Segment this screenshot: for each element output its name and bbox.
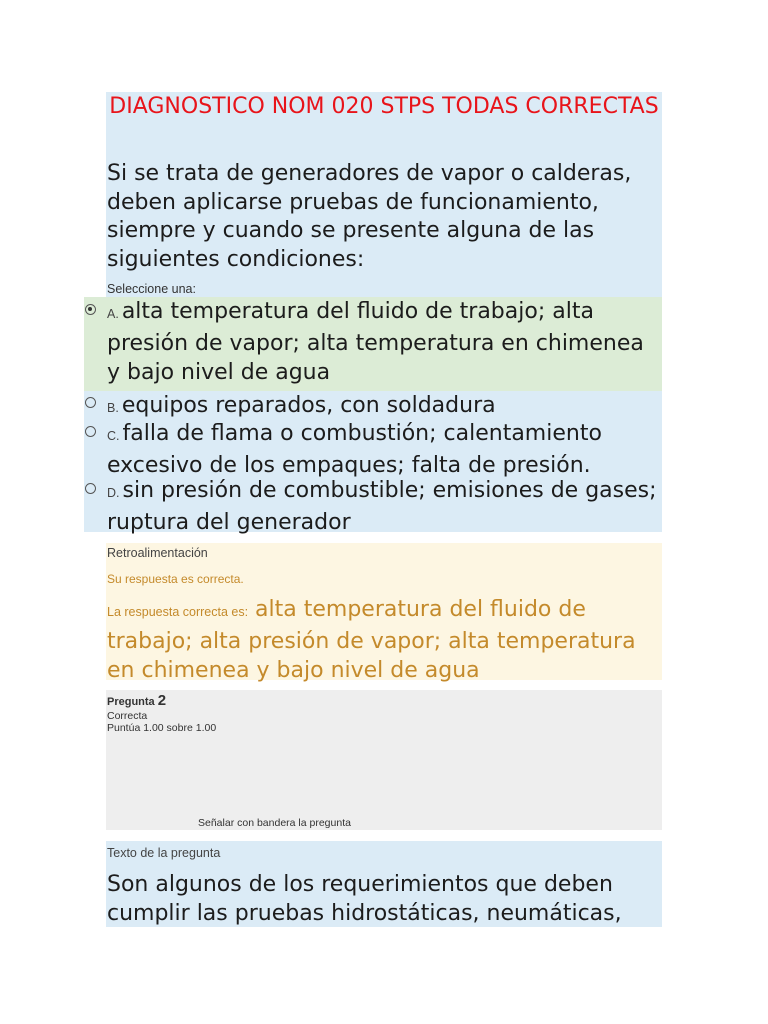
question-2-text-label: Texto de la pregunta bbox=[107, 846, 221, 860]
correct-answer-text: alta temperatura del fluido de trabajo; alta presión de vapor; alta temperatura en chimenea y bajo nivel de agua bbox=[107, 597, 636, 683]
feedback-title: Retroalimentación bbox=[107, 546, 208, 560]
option-b-text: equipos reparados, con soldadura bbox=[121, 393, 496, 418]
question-2-info-block bbox=[106, 690, 662, 830]
option-c-radio[interactable] bbox=[85, 426, 96, 437]
correct-answer-prefix: La respuesta correcta es: bbox=[107, 605, 249, 619]
select-one-label: Seleccione una: bbox=[107, 282, 196, 296]
question-2-score: Puntúa 1.00 sobre 1.00 bbox=[107, 722, 217, 734]
option-a[interactable] bbox=[107, 297, 663, 387]
option-d-text: sin presión de combustible; emisiones de gases; ruptura del generador bbox=[107, 478, 657, 535]
option-d[interactable] bbox=[107, 476, 663, 537]
question-1-text: Si se trata de generadores de vapor o calderas, deben aplicarse pruebas de funcionamiento, siempre y cuando se presente alguna de las siguientes condiciones: bbox=[107, 161, 632, 272]
question-label-word: Pregunta bbox=[107, 696, 155, 708]
option-b-letter: B. bbox=[107, 401, 119, 415]
option-c-text: falla de flama o combustión; calentamiento excesivo de los empaques; falta de presión. bbox=[107, 421, 602, 478]
question-number: 2 bbox=[157, 692, 167, 709]
option-a-text: alta temperatura del fluido de trabajo; alta presión de vapor; alta temperatura en chimenea y bajo nivel de agua bbox=[107, 299, 644, 385]
option-b-radio[interactable] bbox=[85, 397, 96, 408]
document-title: DIAGNOSTICO NOM 020 STPS TODAS CORRECTAS bbox=[109, 94, 659, 119]
option-a-letter: A. bbox=[107, 307, 119, 321]
feedback-result: Su respuesta es correcta. bbox=[107, 572, 244, 586]
option-c[interactable] bbox=[107, 419, 663, 480]
correct-answer bbox=[107, 595, 663, 685]
option-d-radio[interactable] bbox=[85, 483, 96, 494]
question-2-label bbox=[107, 692, 166, 709]
question-2-text: Son algunos de los requerimientos que deben cumplir las pruebas hidrostáticas, neumáticas, bbox=[107, 872, 622, 926]
flag-question-link[interactable]: Señalar con bandera la pregunta bbox=[198, 817, 351, 829]
option-d-letter: D. bbox=[107, 486, 120, 500]
question-2-state: Correcta bbox=[107, 710, 148, 722]
option-c-letter: C. bbox=[107, 429, 120, 443]
option-a-radio[interactable] bbox=[85, 304, 96, 315]
